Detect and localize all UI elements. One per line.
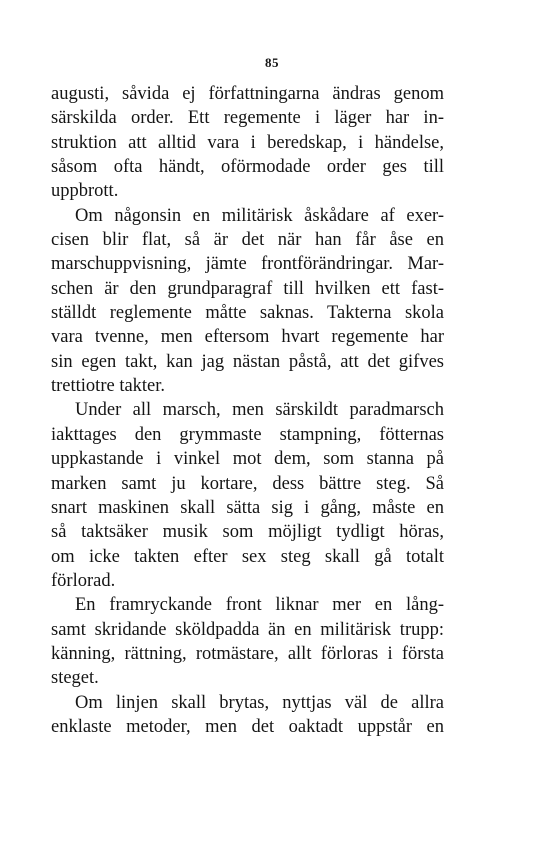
text-line: augusti, såvida ej författningarna ändras genom xyxy=(51,84,444,104)
text-line: om icke takten efter sex steg skall gå totalt xyxy=(51,546,444,567)
text-line: såsom ofta händt, oförmodade order ges till xyxy=(51,157,444,178)
paragraph-first-line: En framryckande front liknar mer en lång- xyxy=(75,595,444,616)
text-line: ställdt reglemente måtte saknas. Takterna skola xyxy=(51,303,444,324)
text-line: uppkastande i vinkel mot dem, som stanna på xyxy=(51,449,444,470)
page-number: 85 xyxy=(265,55,279,70)
text-line: uppbrott. xyxy=(51,181,119,202)
text-line: marken samt ju kortare, dess bättre steg. Så xyxy=(51,473,444,494)
text-line: så taktsäker musik som möjligt tydligt höras, xyxy=(51,522,444,543)
text-line: cisen blir flat, så är det när han får åse en xyxy=(51,230,444,251)
text-line: enklaste metoder, men det oaktadt uppstår en xyxy=(51,716,444,737)
body-text xyxy=(51,82,444,739)
text-line: sin egen takt, kan jag nästan påstå, att det gifves xyxy=(51,351,444,372)
text-line: vara tvenne, men eftersom hvart regemente har xyxy=(51,327,444,348)
paragraph-first-line: Om linjen skall brytas, nyttjas väl de allra xyxy=(75,692,444,713)
text-line: schen är den grundparagraf till hvilken ett fast- xyxy=(51,278,444,299)
text-line: iakttages den grymmaste stampning, fötternas xyxy=(51,424,444,445)
text-line: struktion att alltid vara i beredskap, i händelse, xyxy=(51,132,444,153)
text-line: förlorad. xyxy=(51,570,116,591)
text-line: snart maskinen skall sätta sig i gång, måste en xyxy=(51,497,444,518)
text-line: samt skridande sköldpadda än en militärisk trupp: xyxy=(51,619,444,640)
text-line: steget. xyxy=(51,668,99,689)
text-line: marschuppvisning, jämte frontförändringar. Mar- xyxy=(51,254,444,275)
paragraph-first-line: Under all marsch, men särskildt paradmarsch xyxy=(75,400,444,421)
text-line: särskilda order. Ett regemente i läger har in- xyxy=(51,108,444,129)
paragraph-first-line: Om någonsin en militärisk åskådare af exer- xyxy=(75,205,444,226)
text-line: trettiotre takter. xyxy=(51,376,166,397)
text-line: känning, rättning, rotmästare, allt förloras i första xyxy=(51,643,444,664)
